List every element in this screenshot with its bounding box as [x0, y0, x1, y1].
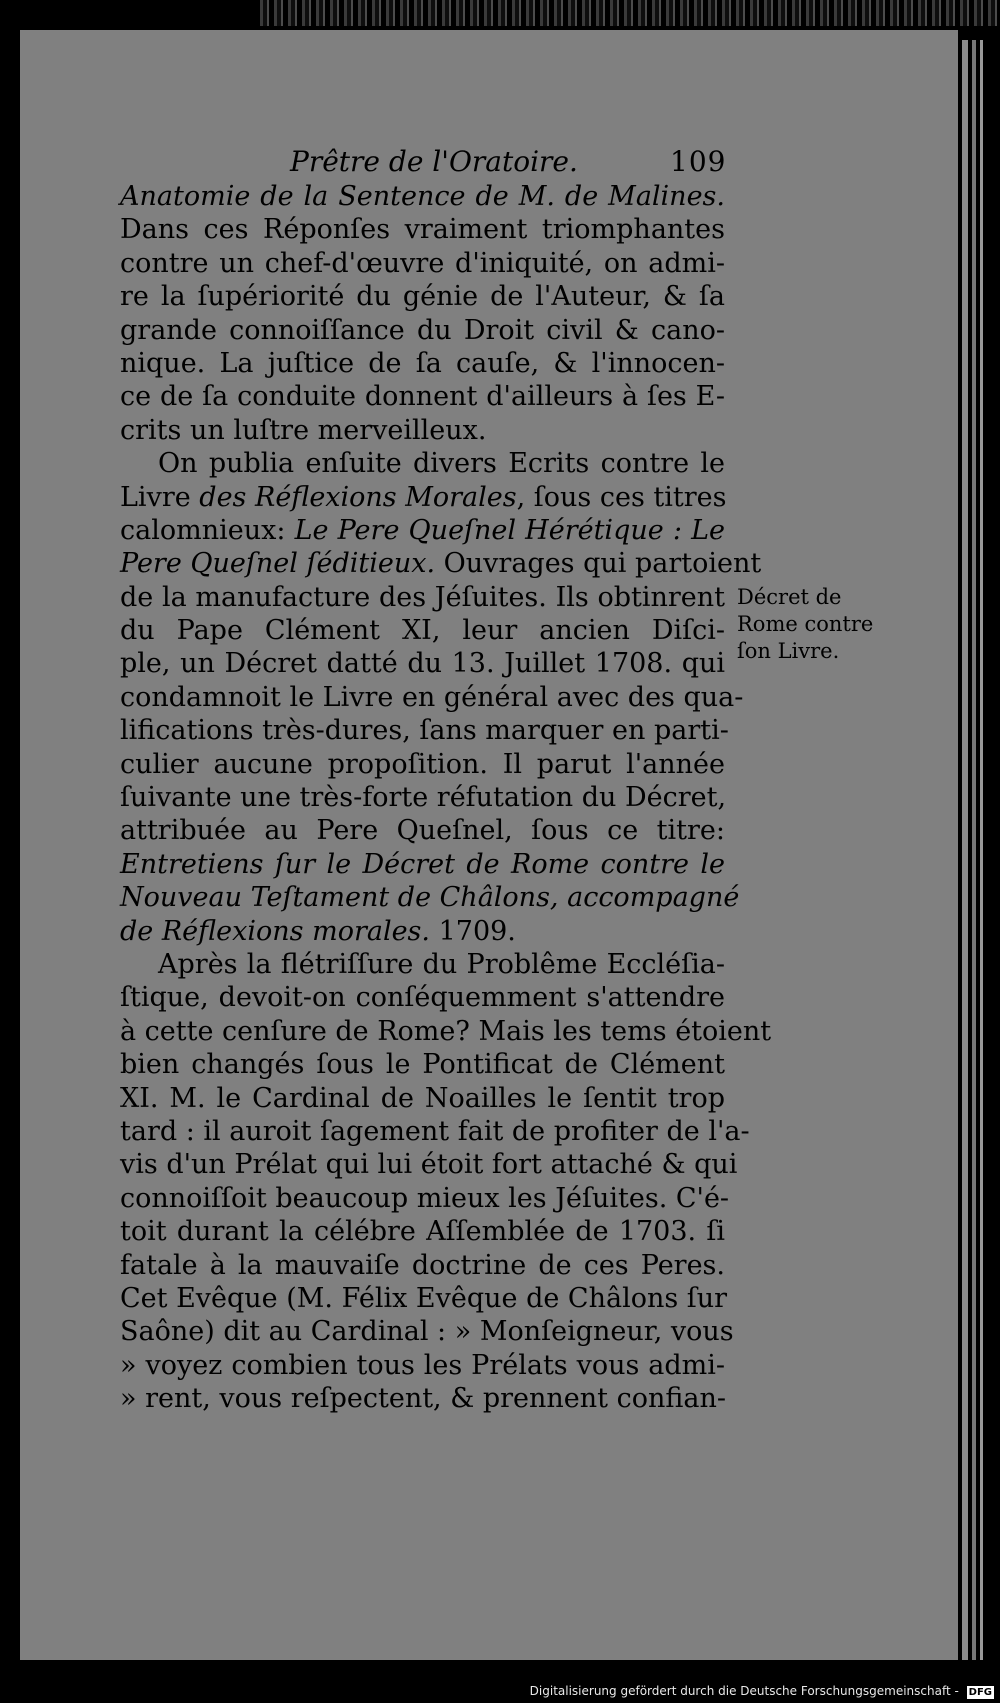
text-segment: ple, un Décret datté du 13. Juillet 1708. qui	[120, 648, 725, 680]
text-line	[120, 1148, 738, 1181]
text-segment: , ſous ces titres	[516, 481, 727, 513]
text-line	[120, 748, 725, 781]
text-segment: connoiſſoit beaucoup mieux les Jéſuites. C'é-	[120, 1182, 730, 1214]
text-line	[120, 1315, 734, 1348]
text-line	[120, 881, 740, 914]
text-segment: » voyez combien tous les Prélats vous admi-	[120, 1349, 725, 1381]
italic-text-segment: Entretiens ſur le Décret de Rome contre le	[120, 848, 725, 880]
italic-text-segment: Nouveau Teſtament de Châlons, accompagné	[120, 882, 740, 914]
text-line	[120, 1282, 728, 1315]
margin-note	[737, 584, 887, 665]
text-line	[120, 314, 725, 347]
text-line	[120, 848, 725, 881]
text-line	[120, 1382, 725, 1415]
digitization-credit	[530, 1684, 994, 1699]
text-line	[120, 781, 725, 814]
text-line	[120, 247, 725, 280]
text-segment: ſuivante une très-forte réfutation du Décret,	[120, 782, 727, 814]
text-line	[120, 1349, 725, 1382]
text-segment: ſtique, devoit-on conſéquemment s'attendre	[120, 982, 725, 1014]
running-head: Prêtre de l'Oratoire.	[290, 145, 578, 178]
text-segment: culier aucune propoſition. Il parut l'année	[120, 748, 725, 780]
italic-text-segment: des Réflexions Morales	[199, 481, 517, 513]
page-edge-strip	[980, 40, 983, 1660]
text-line	[120, 481, 725, 514]
text-line	[120, 1015, 772, 1048]
text-segment: Après la flétriſſure du Problême Eccléſia-	[158, 948, 725, 980]
text-segment: Saône) dit au Cardinal : » Monſeigneur, vous	[120, 1316, 734, 1348]
text-line	[120, 280, 725, 313]
text-line	[120, 447, 725, 480]
text-line	[120, 915, 725, 948]
margin-note-line: Rome contre	[737, 612, 874, 636]
dfg-logo: DFG	[968, 1687, 992, 1698]
text-segment: de la manufacture des Jéſuites. Ils obtinrent	[120, 581, 725, 613]
text-segment: tard : il auroit ſagement fait de profiter de l'a-	[120, 1115, 750, 1147]
margin-note-line: ſon Livre.	[737, 639, 840, 663]
margin-note-line: Décret de	[737, 585, 842, 609]
text-segment: crits un luſtre merveilleux.	[120, 414, 487, 446]
text-line	[120, 714, 729, 747]
page-edge-strip	[972, 40, 976, 1660]
text-line	[120, 414, 725, 447]
text-segment: à cette cenſure de Rome? Mais les tems étoient	[120, 1015, 772, 1047]
text-line	[120, 1182, 730, 1215]
text-line	[120, 213, 725, 246]
text-segment: du Pape Clément XI, leur ancien Diſci-	[120, 615, 725, 647]
text-segment: Dans ces Réponſes vraiment triomphantes	[120, 214, 725, 246]
text-line	[120, 1048, 725, 1081]
text-line	[120, 1115, 750, 1148]
text-segment: grande connoiſſance du Droit civil & cano-	[120, 314, 725, 346]
text-segment: condamnoit le Livre en général avec des qua-	[120, 681, 744, 713]
text-line	[120, 647, 725, 680]
text-segment: Cet Evêque (M. Félix Evêque de Châlons ſur	[120, 1282, 728, 1314]
text-line	[120, 1249, 725, 1282]
torn-top-edge	[260, 0, 1000, 26]
text-segment: ce de ſa conduite donnent d'ailleurs à ſes E-	[120, 381, 725, 413]
text-segment: nique. La juſtice de ſa cauſe, & l'innocen-	[120, 347, 725, 379]
text-segment: calomnieux:	[120, 514, 295, 546]
text-line	[120, 180, 725, 213]
text-segment: bien changés ſous le Pontificat de Clément	[120, 1049, 725, 1081]
page-edge-strip	[962, 40, 968, 1660]
text-segment: XI. M. le Cardinal de Noailles le ſentit trop	[120, 1082, 725, 1114]
credit-text: Digitalisierung gefördert durch die Deutsche Forschungsgemeinschaft -	[529, 1684, 959, 1698]
text-line	[120, 814, 725, 847]
text-segment: On publia enſuite divers Ecrits contre le	[158, 448, 725, 480]
italic-text-segment: Pere Queſnel ſéditieux.	[120, 548, 436, 580]
text-segment: lifications très-dures, ſans marquer en parti-	[120, 715, 729, 747]
text-line	[120, 547, 762, 580]
text-segment: Livre	[120, 481, 200, 513]
body-text	[120, 180, 772, 1415]
text-segment: fatale à la mauvaiſe doctrine de ces Peres.	[120, 1249, 725, 1281]
text-line	[120, 1215, 725, 1248]
page-number: 109	[670, 145, 727, 178]
text-line	[120, 614, 725, 647]
italic-text-segment: Le Pere Queſnel Hérétique : Le	[294, 514, 725, 546]
text-segment: toit durant la célébre Aſſemblée de 1703. ſi	[120, 1216, 725, 1248]
italic-text-segment: de Réflexions morales.	[120, 915, 430, 947]
text-segment: » rent, vous reſpectent, & prennent confian-	[120, 1383, 726, 1415]
text-segment: contre un chef-d'œuvre d'iniquité, on admi-	[120, 247, 725, 279]
text-line	[120, 681, 744, 714]
text-segment: 1709.	[430, 915, 516, 947]
text-segment: attribuée au Pere Queſnel, ſous ce titre:	[120, 815, 725, 847]
text-line	[120, 514, 725, 547]
text-line	[120, 981, 725, 1014]
text-segment: Ouvrages qui partoient	[435, 548, 762, 580]
text-segment: vis d'un Prélat qui lui étoit fort attaché & qui	[120, 1149, 738, 1181]
text-line	[120, 347, 725, 380]
text-line	[120, 948, 725, 981]
text-segment: re la ſupériorité du génie de l'Auteur, & ſa	[120, 281, 725, 313]
text-line	[120, 380, 725, 413]
italic-text-segment: Anatomie de la Sentence de M. de Malines.	[120, 181, 725, 212]
text-line	[120, 1082, 725, 1115]
text-line	[120, 581, 725, 614]
